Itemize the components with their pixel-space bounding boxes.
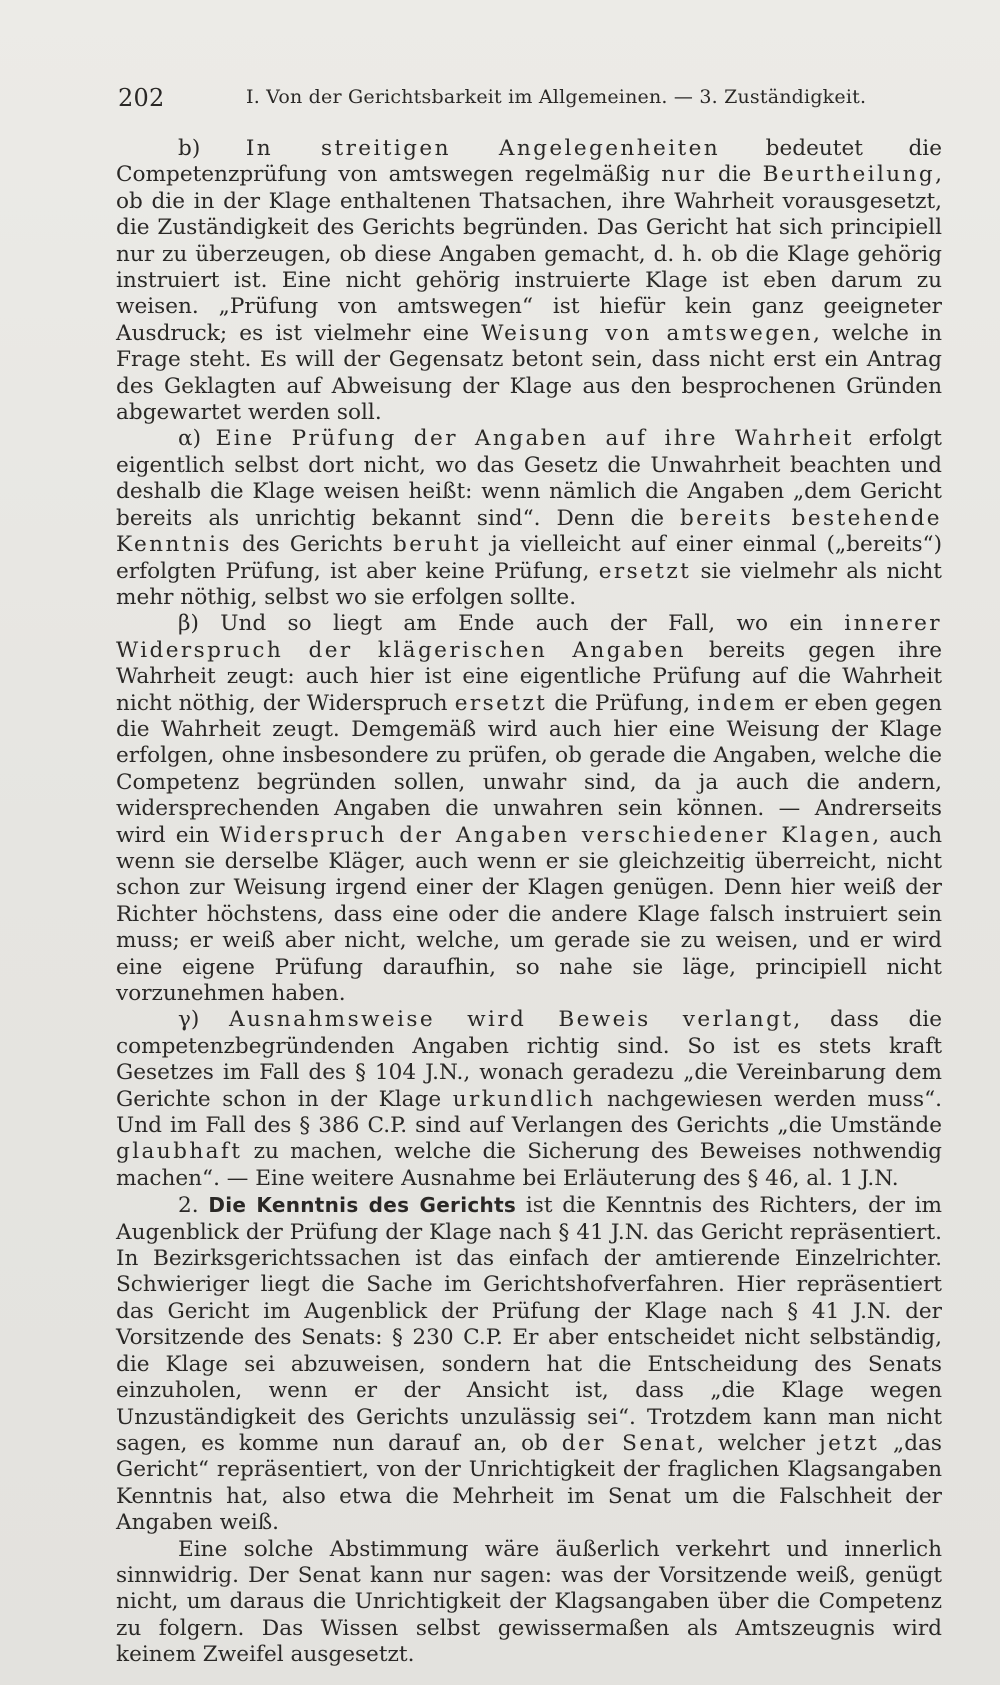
item-marker: γ) <box>178 1007 230 1033</box>
body-span: erfolgt eigentlich selbst dort nicht, wo das Gesetz die Unwahrheit beachten und deshalb die Klage weisen heißt: wenn nämlich die Angaben „dem Gericht bereits als unrichtig bekannt sind“. Denn die <box>116 426 942 531</box>
paragraph-alpha <box>116 426 942 611</box>
emphasis-text: indem <box>697 690 778 716</box>
emphasis-text: der Senat <box>561 1430 698 1456</box>
body-span: nachgewiesen werden muss“. Und im Fall des § 386 C.P. sind auf Verlangen des Gerichts „die Umstände <box>116 1086 942 1139</box>
emphasis-text: ersetzt <box>598 558 692 584</box>
paragraph-2-court-knowledge <box>116 1192 942 1536</box>
emphasis-text: Beurtheilung <box>762 162 936 188</box>
body-span: ja vielleicht auf einer einmal („bereits“) erfolgten Prüfung, ist aber keine Prüfung, <box>116 532 943 584</box>
body-span: , ob die in der Klage enthaltenen Thatsachen, ihre Wahrheit vorausgesetzt, die Zuständigkeit des Gerichts begründen. Das Gericht hat sich principiell nur zu überzeugen, ob diese Angaben gemacht, d. h. ob die Klage gehörig instruiert ist. Eine nicht gehörig instruierte Klage ist eben darum zu weisen. „Prüfung von amtswegen“ ist hiefür kein ganz geeigneter Ausdruck; es ist vielmehr eine <box>116 162 942 346</box>
emphasis-text: Widerspruch der Angaben verschiedener Klagen <box>219 822 873 848</box>
body-span: , welcher <box>697 1430 819 1456</box>
emphasis-text: bereits bestehende Kenntnis <box>116 505 942 558</box>
emphasis-text: Ausnahmsweise wird Beweis verlangt <box>229 1007 794 1033</box>
body-span: des Gerichts <box>231 532 394 558</box>
emphasis-text: ersetzt <box>454 690 548 716</box>
body-span: die <box>706 162 763 188</box>
section-heading: Die Kenntnis des Gerichts <box>208 1193 517 1218</box>
page-number: 202 <box>118 84 165 112</box>
paragraph-b-contentious-matters <box>116 136 942 426</box>
emphasis-text: Eine Prüfung der Angaben auf ihre Wahrheit <box>215 426 854 452</box>
emphasis-text: innerer Widerspruch der klägerischen Angaben <box>116 611 942 663</box>
paragraph-beta <box>116 611 942 1007</box>
body-span: ist die Kenntnis des Richters, der im Augenblick der Prüfung der Klage nach § 41 J.N. das Gericht repräsentiert. In Bezirksgerichtssachen ist das einfach der amtierende Einzelrichter. Schwieriger liegt die Sache im Gerichtshofverfahren. Hier repräsentiert das Gericht im Augenblick der Prüfung der Klage nach § 41 J.N. der Vorsitzende des Senats: § 230 C.P. Er aber entscheidet nicht selbständig, die Klage sei abzuweisen, sondern hat die Entscheidung des Senats einzuholen, wenn er der Ansicht ist, dass „die Klage wegen Unzuständigkeit des Gerichts unzulässig sei“. Trotzdem kann man nicht sagen, es komme nun darauf an, ob <box>116 1193 943 1456</box>
body-span: bereits gegen ihre Wahrheit zeugt: auch hier ist eine eigentliche Prüfung auf die Wahrheit nicht nöthig, der Widerspruch <box>116 637 942 716</box>
body-span: die Prüfung, <box>547 690 698 716</box>
body-span: , auch wenn sie derselbe Kläger, auch wenn er sie gleichzeitig überreicht, nicht schon zur Weisung irgend einer der Klagen genügen. Denn hier weiß der Richter höchstens, dass eine oder die andere Klage falsch instruiert sein muss; er weiß aber nicht, welche, um gerade sie zu weisen, und er wird eine eigene Prüfung daraufhin, so nahe sie läge, principiell nicht vorzunehmen haben. <box>116 822 943 1006</box>
running-title: I. Von der Gerichtsbarkeit im Allgemeinen. — 3. Zuständigkeit. <box>246 86 867 108</box>
body-span: sie vielmehr als nicht mehr nöthig, selbst wo sie erfolgen sollte. <box>116 558 942 610</box>
emphasis-text: urkundlich <box>452 1086 596 1112</box>
body-span: zu machen, welche die Sicherung des Beweises nothwendig machen“. — Eine weitere Ausnahme bei Erläuterung des § 46, al. 1 J.N. <box>116 1139 942 1191</box>
body-span: , dass die competenzbegründenden Angaben richtig sind. So ist es stets kraft Gesetzes im Fall des § 104 J.N., wonach geradezu „die Vereinbarung dem Gerichte schon in der Klage <box>116 1007 942 1112</box>
paragraph-gamma <box>116 1007 942 1192</box>
body-span: „das Gericht“ repräsentiert, von der Unrichtigkeit der fraglichen Klagsangaben Kenntnis hat, also etwa die Mehrheit im Senat um die Falschheit der Angaben weiß. <box>116 1430 942 1536</box>
body-span: β) Und so liegt am Ende auch der Fall, wo ein <box>178 611 845 637</box>
emphasis-text: beruht <box>393 532 481 558</box>
body-span: er eben gegen die Wahrheit zeugt. Demgemäß wird auch hier eine Weisung der Klage erfolgen, ohne insbesondere zu prüfen, ob gerade die Angaben, welche die Competenz begründen sollen, unwahr sind, da ja auch die andern, widersprechenden Angaben die unwahren sein können. — Andrerseits wird ein <box>116 690 942 848</box>
body-span: , welche in Frage steht. Es will der Gegensatz betont sein, dass nicht erst ein Antrag des Geklagten auf Abweisung der Klage aus den besprochenen Gründen abgewartet werden soll. <box>116 320 942 426</box>
emphasis-text: Weisung von amtswegen <box>481 320 813 346</box>
emphasis-text: nur <box>661 162 707 188</box>
emphasis-text: jetzt <box>818 1430 880 1456</box>
item-marker: 2. <box>178 1193 209 1219</box>
paragraph-final <box>116 1537 942 1669</box>
item-marker: α) <box>178 426 216 452</box>
body-text <box>116 136 942 1669</box>
body-span: bedeutet die Competenzprüfung von amtswegen regelmäßig <box>116 136 942 188</box>
emphasis-text: In streitigen Angelegenheiten <box>245 136 721 161</box>
body-span: Eine solche Abstimmung wäre äußerlich verkehrt und innerlich sinnwidrig. Der Senat kann nur sagen: was der Vorsitzende weiß, genügt nicht, um daraus die Unrichtigkeit der Klagsangaben über die Competenz zu folgern. Das Wissen selbst gewissermaßen als Amtszeugnis wird keinem Zweifel ausgesetzt. <box>116 1536 942 1668</box>
emphasis-text: glaubhaft <box>116 1139 243 1165</box>
item-marker: b) <box>178 136 246 161</box>
